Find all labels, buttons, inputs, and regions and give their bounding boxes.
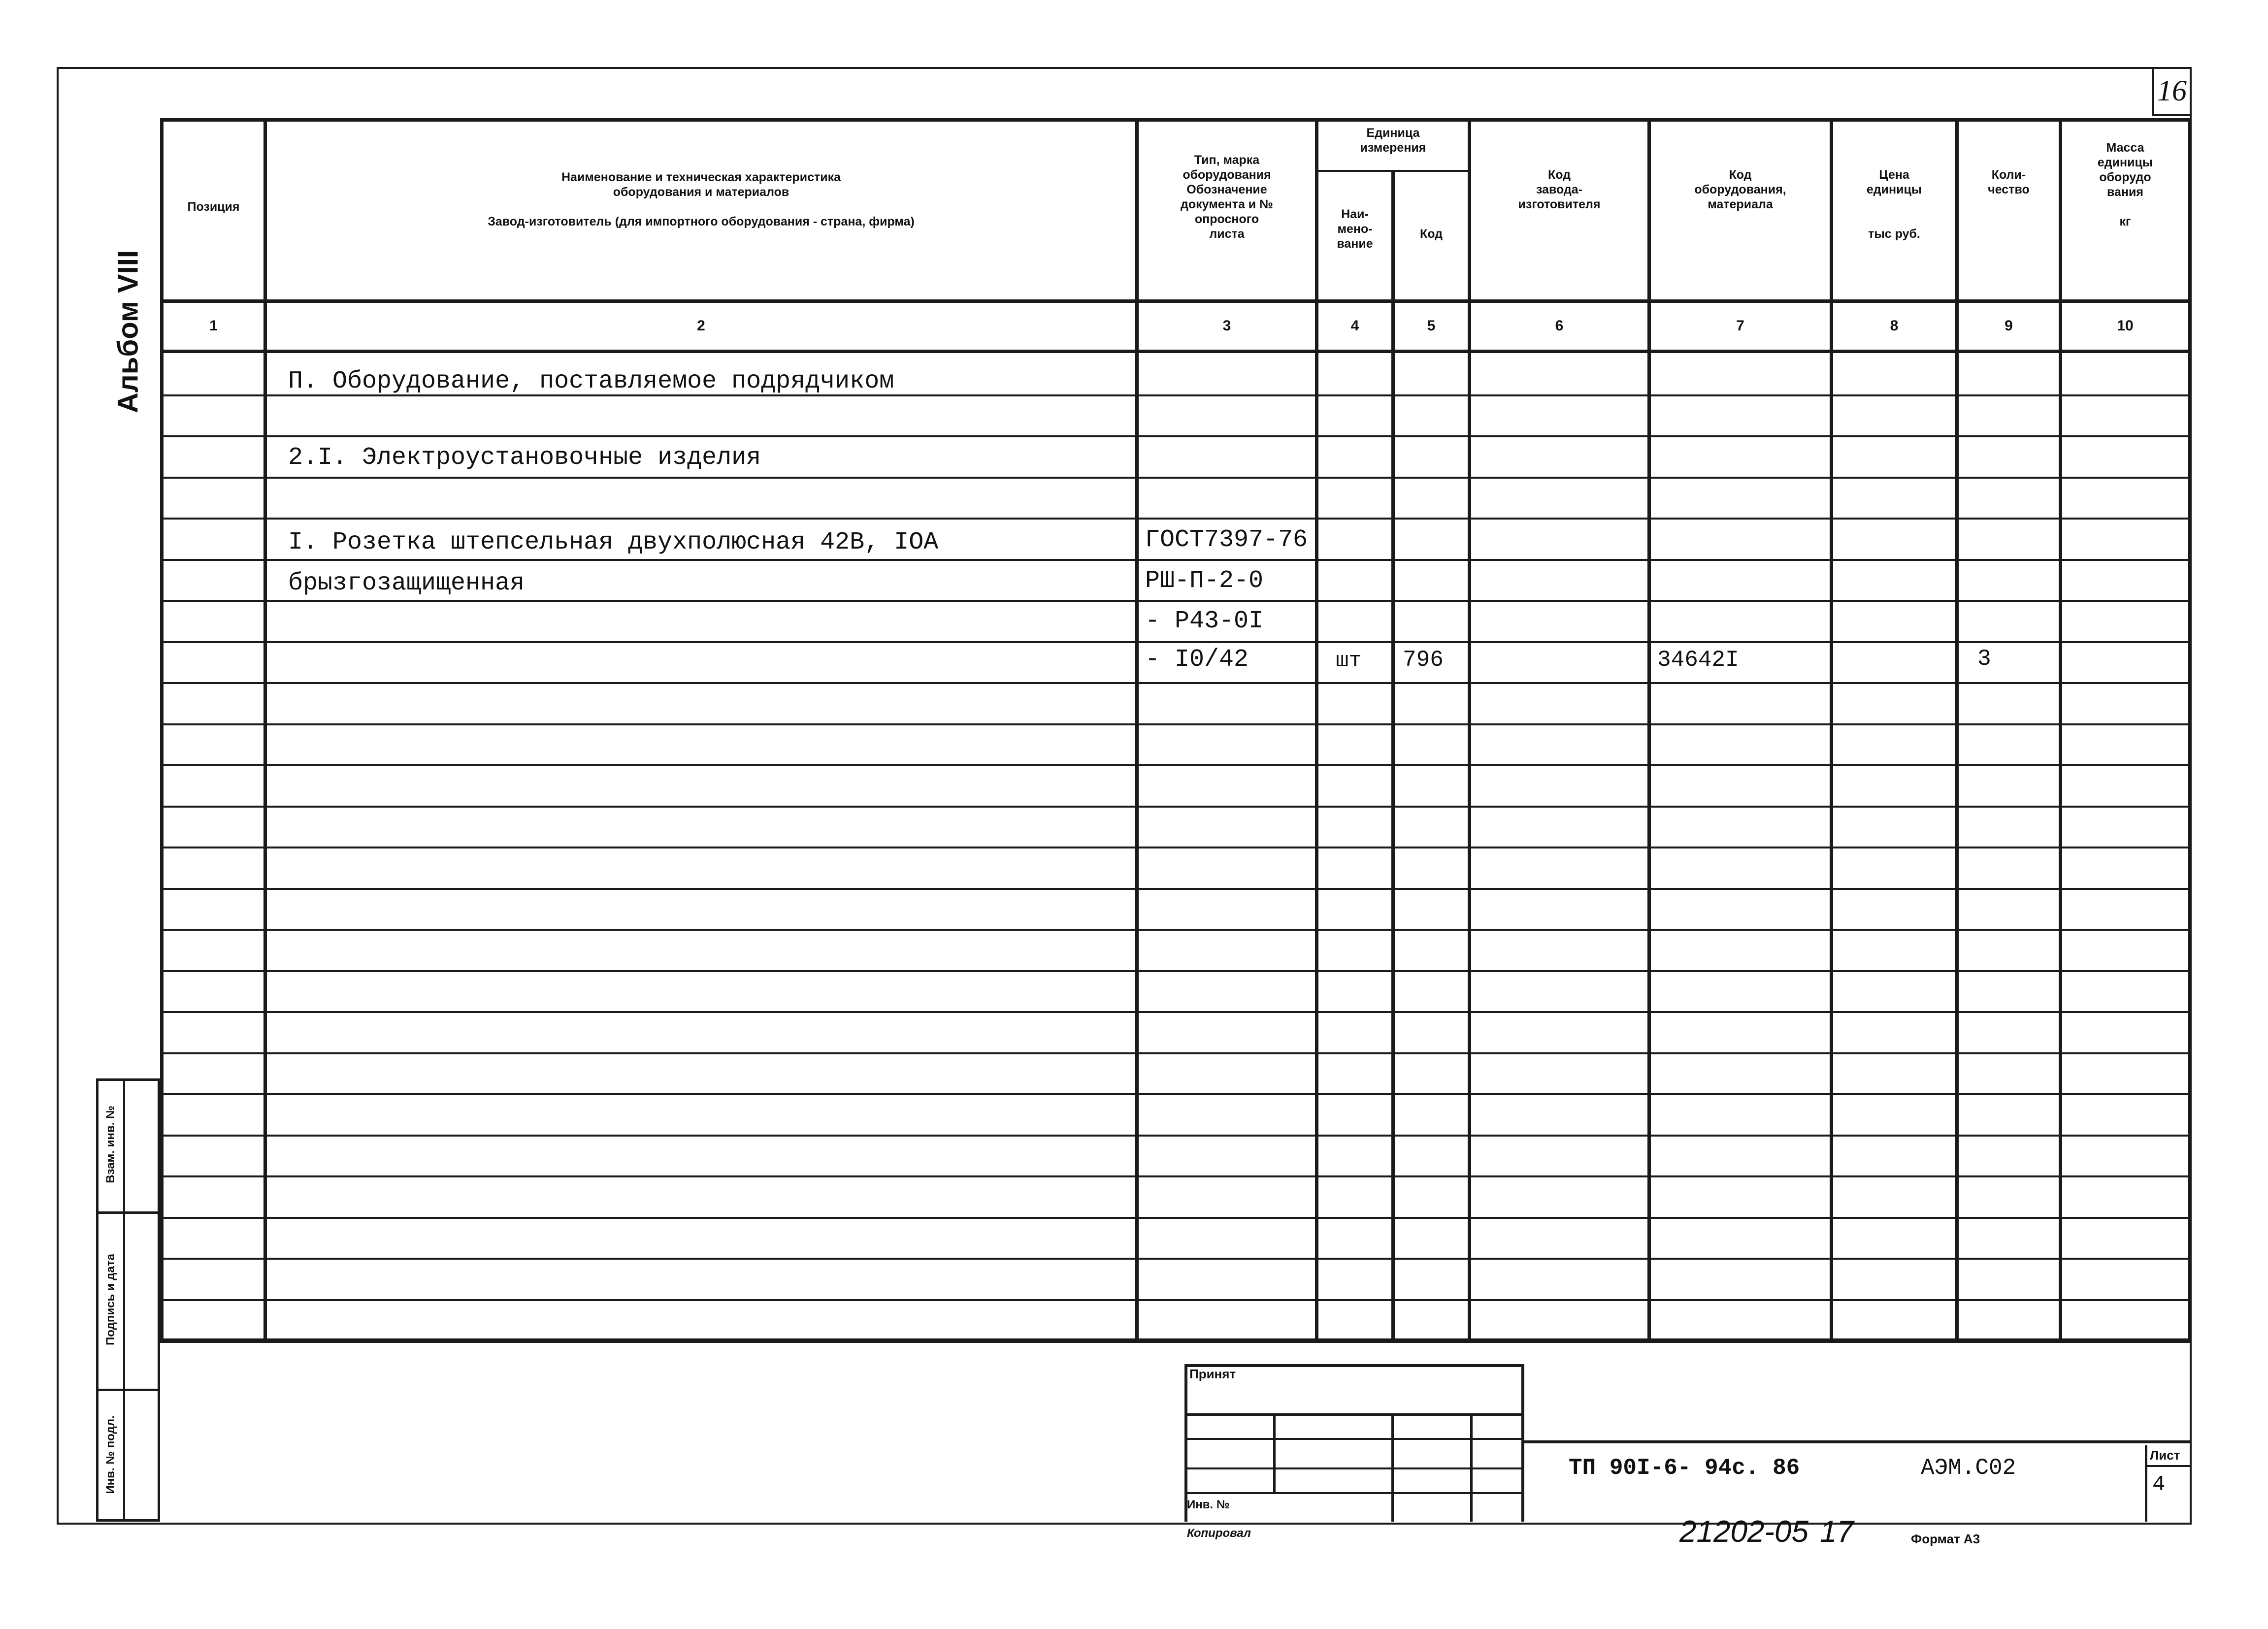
stamp-divider: [123, 1078, 125, 1522]
row-name: брызгозащищенная: [288, 569, 525, 597]
col-number: 2: [697, 318, 705, 334]
doc-number-top: [1524, 1440, 2192, 1443]
row-separator: [160, 682, 2192, 684]
col-number: 6: [1555, 318, 1564, 334]
copy-label: Копировал: [1187, 1527, 1251, 1540]
col-divider: [1391, 170, 1395, 1342]
row-separator: [160, 1135, 2192, 1137]
col-number: 4: [1350, 318, 1359, 334]
row-separator: [160, 559, 2192, 561]
archive-suffix: 17: [1820, 1515, 1854, 1549]
row-name: I. Розетка штепсельная двухполюсная 42В, IOA: [288, 528, 939, 556]
row-separator: [160, 847, 2192, 848]
approval-divider: [1184, 1438, 1524, 1440]
row-unit-name: шт: [1336, 649, 1362, 673]
sheet-label: Лист: [2150, 1448, 2180, 1463]
row-name: П. Оборудование, поставляемое подрядчиком: [288, 367, 894, 395]
row-name: 2.I. Электроустановочные изделия: [288, 444, 761, 472]
unit-group-divider: [1315, 170, 1468, 172]
stamp-divider: [96, 1389, 160, 1391]
approval-divider: [1184, 1492, 1524, 1494]
format-label: Формат А3: [1911, 1531, 1980, 1546]
doc-number: ТП 90I-6- 94с. 86: [1569, 1455, 1800, 1481]
row-separator: [160, 1093, 2192, 1095]
sheet-box-divider: [2145, 1465, 2192, 1467]
row-separator: [160, 435, 2192, 437]
col-header-unit-name: Наи- мено- вание: [1337, 207, 1373, 251]
row-separator: [160, 806, 2192, 808]
approved-label: Принят: [1189, 1367, 1236, 1381]
row-unit-code: 796: [1403, 647, 1444, 673]
row-separator: [160, 1011, 2192, 1013]
doc-code: АЭМ.С02: [1921, 1455, 2016, 1481]
colnum-bottom: [160, 350, 2192, 353]
col-number: 3: [1222, 318, 1231, 334]
col-header-plant-code: Код завода- изготовителя: [1518, 168, 1601, 211]
row-type: ГОСТ7397-76: [1145, 526, 1308, 554]
col-number: 8: [1890, 318, 1899, 334]
row-separator: [160, 1052, 2192, 1054]
col-header-mass: Масса единицы оборудо вания кг: [2097, 141, 2153, 228]
col-header-price: Цена единицы тыс руб.: [1866, 168, 1922, 241]
col-header-unit-code: Код: [1419, 227, 1443, 241]
stamp-divider: [96, 1211, 160, 1214]
row-separator: [160, 970, 2192, 972]
row-type: - I0/42: [1145, 646, 1249, 674]
col-header-name: Наименование и техническая характеристика оборудования и материалов Завод-изготовитель (для импортного оборудования - страна, фирма): [488, 170, 915, 228]
archive-number: 21202-05: [1679, 1515, 1809, 1549]
row-separator: [160, 477, 2192, 479]
col-number: 5: [1427, 318, 1436, 334]
approval-block: [1184, 1364, 1524, 1522]
col-header-type: Тип, марка оборудования Обозначение документа и № опросного листа: [1180, 153, 1273, 241]
row-separator: [160, 600, 2192, 602]
stamp-label-replaced-inv: Взам. инв. №: [104, 1106, 117, 1183]
col-number: 7: [1736, 318, 1744, 334]
col-number: 10: [2117, 318, 2134, 334]
col-number: 1: [209, 318, 218, 334]
row-separator: [160, 764, 2192, 766]
stamp-label-signature-date: Подпись и дата: [104, 1254, 117, 1345]
header-bottom: [160, 299, 2192, 303]
sheet-corner-number: 16: [2157, 74, 2187, 107]
row-separator: [160, 518, 2192, 520]
row-separator: [160, 641, 2192, 643]
row-separator: [160, 1175, 2192, 1177]
album-label: Альбом VIII: [112, 250, 144, 413]
col-header-position: Позиция: [187, 200, 240, 214]
row-separator: [160, 929, 2192, 931]
col-number: 9: [2005, 318, 2013, 334]
col-header-equipment-code: Код оборудования, материала: [1694, 168, 1786, 211]
row-equipment-code: 34642I: [1657, 647, 1739, 673]
approval-divider: [1273, 1413, 1276, 1492]
approval-divider: [1470, 1413, 1473, 1522]
row-separator: [160, 1217, 2192, 1219]
col-header-quantity: Коли- чество: [1988, 168, 2030, 196]
row-separator: [160, 888, 2192, 890]
inv-label: Инв. №: [1187, 1498, 1230, 1511]
title-area-top: [160, 1339, 2192, 1343]
stamp-label-original-inv: Инв. № подл.: [104, 1415, 117, 1494]
col-header-unit-group: Единица измерения: [1360, 126, 1426, 155]
row-separator: [160, 1258, 2192, 1260]
row-quantity: 3: [1977, 646, 1991, 672]
row-type: - Р43-0I: [1145, 607, 1264, 635]
approval-divider: [1184, 1467, 1524, 1469]
row-type: РШ-П-2-0: [1145, 567, 1264, 595]
row-separator: [160, 1299, 2192, 1301]
row-separator: [160, 723, 2192, 725]
sheet-number: 4: [2152, 1472, 2166, 1497]
approval-divider: [1184, 1413, 1524, 1416]
approval-divider: [1391, 1413, 1394, 1522]
